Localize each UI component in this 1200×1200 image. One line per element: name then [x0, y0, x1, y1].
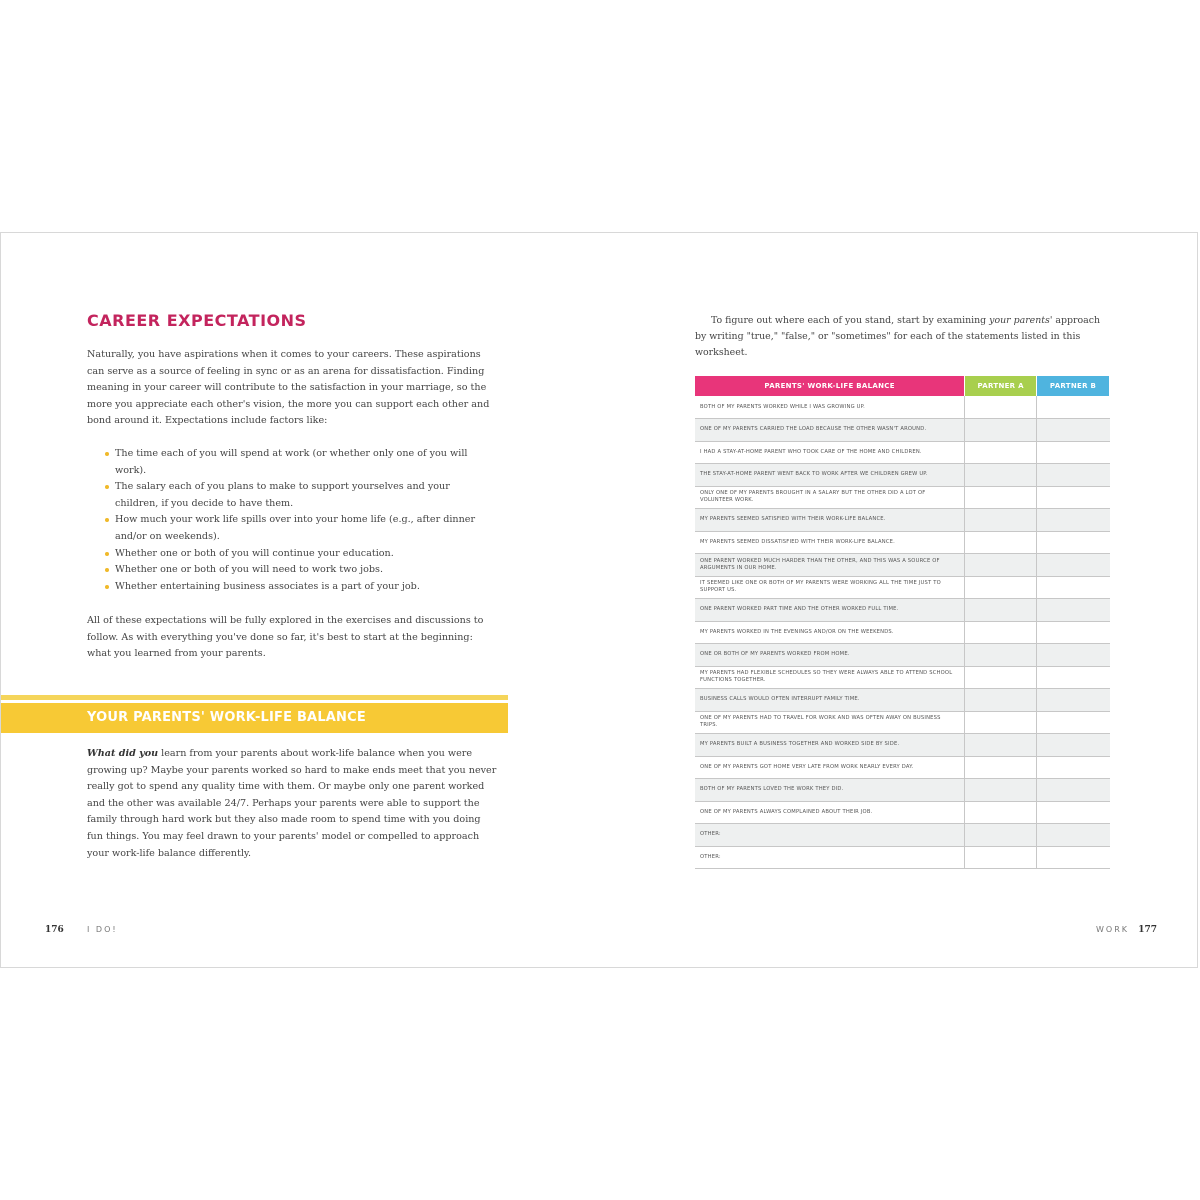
lead-in: What did you: [87, 748, 159, 759]
partner-b-answer-cell[interactable]: [1037, 779, 1110, 802]
statement-cell: MY PARENTS BUILT A BUSINESS TOGETHER AND WORKED SIDE BY SIDE.: [695, 734, 965, 757]
statement-cell: MY PARENTS SEEMED SATISFIED WITH THEIR WORK-LIFE BALANCE.: [695, 509, 965, 532]
statement-cell: BOTH OF MY PARENTS LOVED THE WORK THEY DID.: [695, 779, 965, 802]
partner-a-answer-cell[interactable]: [965, 734, 1037, 757]
statement-cell: BUSINESS CALLS WOULD OFTEN INTERRUPT FAMILY TIME.: [695, 689, 965, 712]
partner-b-answer-cell[interactable]: [1037, 486, 1110, 509]
table-row: [695, 689, 1110, 712]
worksheet-intro-text: To figure out where each of you stand, start by examining: [711, 315, 990, 326]
statement-cell: ONE OF MY PARENTS HAD TO TRAVEL FOR WORK AND WAS OFTEN AWAY ON BUSINESS TRIPS.: [695, 711, 965, 734]
header-partner-b: PARTNER B: [1037, 376, 1110, 396]
partner-a-answer-cell[interactable]: [965, 801, 1037, 824]
partner-b-answer-cell[interactable]: [1037, 576, 1110, 599]
partner-a-answer-cell[interactable]: [965, 486, 1037, 509]
partner-b-answer-cell[interactable]: [1037, 599, 1110, 622]
partner-a-answer-cell[interactable]: [965, 599, 1037, 622]
partner-b-answer-cell[interactable]: [1037, 801, 1110, 824]
partner-b-answer-cell[interactable]: [1037, 531, 1110, 554]
page-number: 176: [45, 925, 64, 935]
section-heading: CAREER EXPECTATIONS: [87, 311, 307, 330]
partner-a-answer-cell[interactable]: [965, 621, 1037, 644]
intro-paragraph: Naturally, you have aspirations when it comes to your careers. These aspirations can serve as a source of feeling in sync or as an arena for dissatisfaction. Finding meaning in your career will contribute to the satisfaction in your marriage, so the more you appreciate each other's vision, the more you can support each other and bond around it. Expectations include factors like:: [87, 349, 490, 427]
band-heading: YOUR PARENTS' WORK-LIFE BALANCE: [87, 710, 366, 725]
list-item: How much your work life spills over into your home life (e.g., after dinner and/or on weekends).: [105, 512, 495, 545]
partner-a-answer-cell[interactable]: [965, 846, 1037, 869]
partner-a-answer-cell[interactable]: [965, 396, 1037, 419]
page-number: 177: [1138, 925, 1157, 935]
partner-b-answer-cell[interactable]: [1037, 824, 1110, 847]
table-row: [695, 779, 1110, 802]
partner-a-answer-cell[interactable]: [965, 779, 1037, 802]
partner-b-answer-cell[interactable]: [1037, 396, 1110, 419]
list-item: The time each of you will spend at work (or whether only one of you will work).: [105, 446, 495, 479]
partner-b-answer-cell[interactable]: [1037, 464, 1110, 487]
statement-cell: ONE PARENT WORKED PART TIME AND THE OTHER WORKED FULL TIME.: [695, 599, 965, 622]
table-row: [695, 419, 1110, 442]
partner-a-answer-cell[interactable]: [965, 419, 1037, 442]
partner-b-answer-cell[interactable]: [1037, 419, 1110, 442]
statement-cell: OTHER:: [695, 824, 965, 847]
partner-b-answer-cell[interactable]: [1037, 621, 1110, 644]
list-item: Whether entertaining business associates is a part of your job.: [105, 579, 495, 596]
closing-paragraph: All of these expectations will be fully explored in the exercises and discussions to follow. As with everything you've done so far, it's best to start at the beginning: what you learned from your parents.: [87, 615, 484, 660]
statement-cell: ONE OF MY PARENTS CARRIED THE LOAD BECAUSE THE OTHER WASN'T AROUND.: [695, 419, 965, 442]
partner-a-answer-cell[interactable]: [965, 644, 1037, 667]
table-row: [695, 441, 1110, 464]
list-item: Whether one or both of you will continue your education.: [105, 546, 495, 563]
partner-a-answer-cell[interactable]: [965, 711, 1037, 734]
partner-b-answer-cell[interactable]: [1037, 846, 1110, 869]
statement-cell: OTHER:: [695, 846, 965, 869]
header-partner-a: PARTNER A: [965, 376, 1037, 396]
statement-cell: MY PARENTS HAD FLEXIBLE SCHEDULES SO THEY WERE ALWAYS ABLE TO ATTEND SCHOOL FUNCTIONS TOGETHER.: [695, 666, 965, 689]
partner-b-answer-cell[interactable]: [1037, 689, 1110, 712]
worksheet-intro-text-end: approach by writing "true," "false," or "sometimes" for each of the statements listed in this worksheet.: [695, 315, 1101, 358]
statement-cell: ONE OR BOTH OF MY PARENTS WORKED FROM HOME.: [695, 644, 965, 667]
partner-a-answer-cell[interactable]: [965, 441, 1037, 464]
partner-a-answer-cell[interactable]: [965, 509, 1037, 532]
partner-a-answer-cell[interactable]: [965, 554, 1037, 577]
partner-b-answer-cell[interactable]: [1037, 509, 1110, 532]
right-page: [601, 233, 1199, 967]
table-row: [695, 531, 1110, 554]
partner-b-answer-cell[interactable]: [1037, 734, 1110, 757]
band-accent-line: [1, 695, 508, 700]
table-row: [695, 824, 1110, 847]
partner-a-answer-cell[interactable]: [965, 824, 1037, 847]
statement-cell: ONE PARENT WORKED MUCH HARDER THAN THE OTHER, AND THIS WAS A SOURCE OF ARGUMENTS IN OUR HOME.: [695, 554, 965, 577]
partner-a-answer-cell[interactable]: [965, 531, 1037, 554]
statement-cell: ONE OF MY PARENTS GOT HOME VERY LATE FROM WORK NEARLY EVERY DAY.: [695, 756, 965, 779]
running-head: WORK: [1095, 925, 1129, 934]
left-page: [1, 233, 601, 967]
table-row: [695, 644, 1110, 667]
list-item: Whether one or both of you will need to work two jobs.: [105, 562, 495, 579]
table-row: [695, 711, 1110, 734]
partner-a-answer-cell[interactable]: [965, 464, 1037, 487]
parents-paragraph-text: learn from your parents about work-life balance when you were growing up? Maybe your parents worked so hard to make ends meet that you never really got to spend any quality time with them. Or maybe only one parent worked and the other was available 24/7. Perhaps your parents were able to support the family through hard work but they also made room to spend time with you doing fun things. You may feel drawn to your parents' model or compelled to approach your work-life balance differently.: [87, 748, 497, 859]
worksheet-intro: [695, 313, 1110, 361]
statement-cell: MY PARENTS WORKED IN THE EVENINGS AND/OR ON THE WEEKENDS.: [695, 621, 965, 644]
partner-b-answer-cell[interactable]: [1037, 666, 1110, 689]
partner-b-answer-cell[interactable]: [1037, 644, 1110, 667]
table-row: [695, 666, 1110, 689]
partner-a-answer-cell[interactable]: [965, 756, 1037, 779]
running-head: I DO!: [87, 925, 118, 934]
partner-b-answer-cell[interactable]: [1037, 756, 1110, 779]
statement-cell: ONLY ONE OF MY PARENTS BROUGHT IN A SALARY BUT THE OTHER DID A LOT OF VOLUNTEER WORK.: [695, 486, 965, 509]
table-row: [695, 846, 1110, 869]
list-item: The salary each of you plans to make to support yourselves and your children, if you decide to have them.: [105, 479, 495, 512]
statement-cell: MY PARENTS SEEMED DISSATISFIED WITH THEIR WORK-LIFE BALANCE.: [695, 531, 965, 554]
parents-paragraph: [87, 746, 497, 862]
table-header-row: [695, 376, 1110, 396]
statement-cell: THE STAY-AT-HOME PARENT WENT BACK TO WORK AFTER WE CHILDREN GREW UP.: [695, 464, 965, 487]
partner-a-answer-cell[interactable]: [965, 666, 1037, 689]
partner-b-answer-cell[interactable]: [1037, 711, 1110, 734]
statement-cell: BOTH OF MY PARENTS WORKED WHILE I WAS GROWING UP.: [695, 396, 965, 419]
header-statement: PARENTS' WORK-LIFE BALANCE: [695, 376, 965, 396]
worksheet-body: [695, 396, 1110, 869]
worksheet-table: [695, 376, 1110, 869]
table-row: [695, 599, 1110, 622]
book-spread: [0, 232, 1198, 968]
partner-b-answer-cell[interactable]: [1037, 441, 1110, 464]
partner-b-answer-cell[interactable]: [1037, 554, 1110, 577]
partner-a-answer-cell[interactable]: [965, 689, 1037, 712]
table-row: [695, 486, 1110, 509]
table-row: [695, 801, 1110, 824]
table-row: [695, 756, 1110, 779]
statement-cell: ONE OF MY PARENTS ALWAYS COMPLAINED ABOUT THEIR JOB.: [695, 801, 965, 824]
table-row: [695, 509, 1110, 532]
expectations-list: [105, 446, 495, 595]
table-row: [695, 576, 1110, 599]
section-band: [1, 703, 508, 733]
table-row: [695, 396, 1110, 419]
statement-cell: I HAD A STAY-AT-HOME PARENT WHO TOOK CARE OF THE HOME AND CHILDREN.: [695, 441, 965, 464]
table-row: [695, 464, 1110, 487]
table-row: [695, 734, 1110, 757]
worksheet-intro-emphasis: your parents': [989, 315, 1053, 326]
table-row: [695, 554, 1110, 577]
statement-cell: IT SEEMED LIKE ONE OR BOTH OF MY PARENTS WERE WORKING ALL THE TIME JUST TO SUPPORT US.: [695, 576, 965, 599]
partner-a-answer-cell[interactable]: [965, 576, 1037, 599]
table-row: [695, 621, 1110, 644]
